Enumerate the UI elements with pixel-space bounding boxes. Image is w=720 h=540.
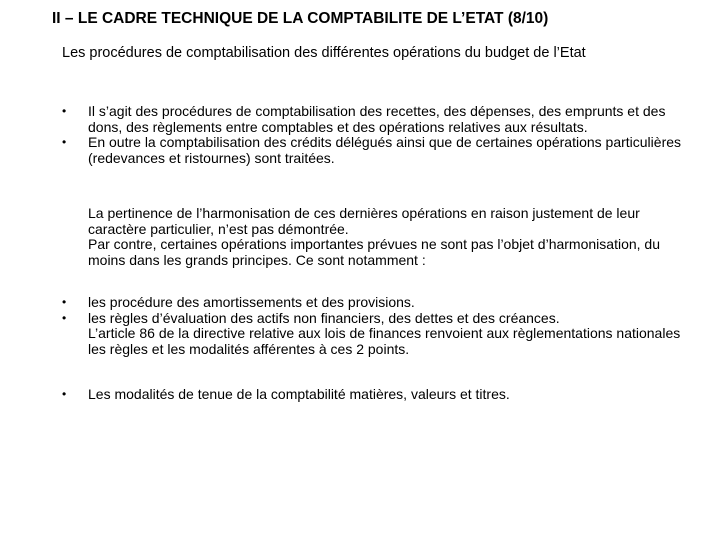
list-item: [62, 104, 682, 135]
bullet-icon: •: [62, 387, 67, 401]
list-item: [62, 387, 682, 403]
slide-title: II – LE CADRE TECHNIQUE DE LA COMPTABILITE DE L’ETAT (8/10): [52, 10, 549, 27]
slide-subtitle: Les procédures de comptabilisation des différentes opérations du budget de l’Etat: [62, 45, 586, 61]
bullet-icon: •: [62, 310, 67, 325]
list-item-text: les règles d’évaluation des actifs non financiers, des dettes et des créances.: [88, 309, 560, 326]
list-item: [62, 295, 682, 311]
list-item-text: En outre la comptabilisation des crédits délégués ainsi que de certaines opérations particulières (redevances et ristournes) sont traitées.: [88, 134, 682, 166]
list-item: [62, 135, 682, 166]
paragraph-block: [62, 206, 682, 268]
bullet-group-3: [62, 387, 682, 403]
bullet-icon: •: [62, 295, 67, 309]
list-item-text: Les modalités de tenue de la comptabilité matières, valeurs et titres.: [88, 386, 510, 402]
paragraph: La pertinence de l’harmonisation de ces dernières opérations en raison justement de leur caractère particulier, n’est pas démontrée.: [88, 205, 640, 237]
bullet-group-2: [62, 295, 682, 357]
list-item-text: les procédure des amortissements et des provisions.: [88, 294, 415, 310]
bullet-group-1: [62, 104, 682, 166]
bullet-icon: •: [62, 104, 67, 118]
paragraph: L’article 86 de la directive relative aux lois de finances renvoient aux règlementations nationales les règles et les modalités afférentes à ces 2 points.: [88, 325, 681, 357]
list-item-text: Il s’agit des procédures de comptabilisation des recettes, des dépenses, des emprunts et des dons, des règlements entre comptables et des opérations relatives aux résultats.: [88, 103, 666, 135]
bullet-icon: •: [62, 135, 67, 149]
list-item: [62, 311, 682, 327]
paragraph: Par contre, certaines opérations importantes prévues ne sont pas l’objet d’harmonisation, du moins dans les grands principes. Ce sont notamment :: [88, 236, 660, 268]
